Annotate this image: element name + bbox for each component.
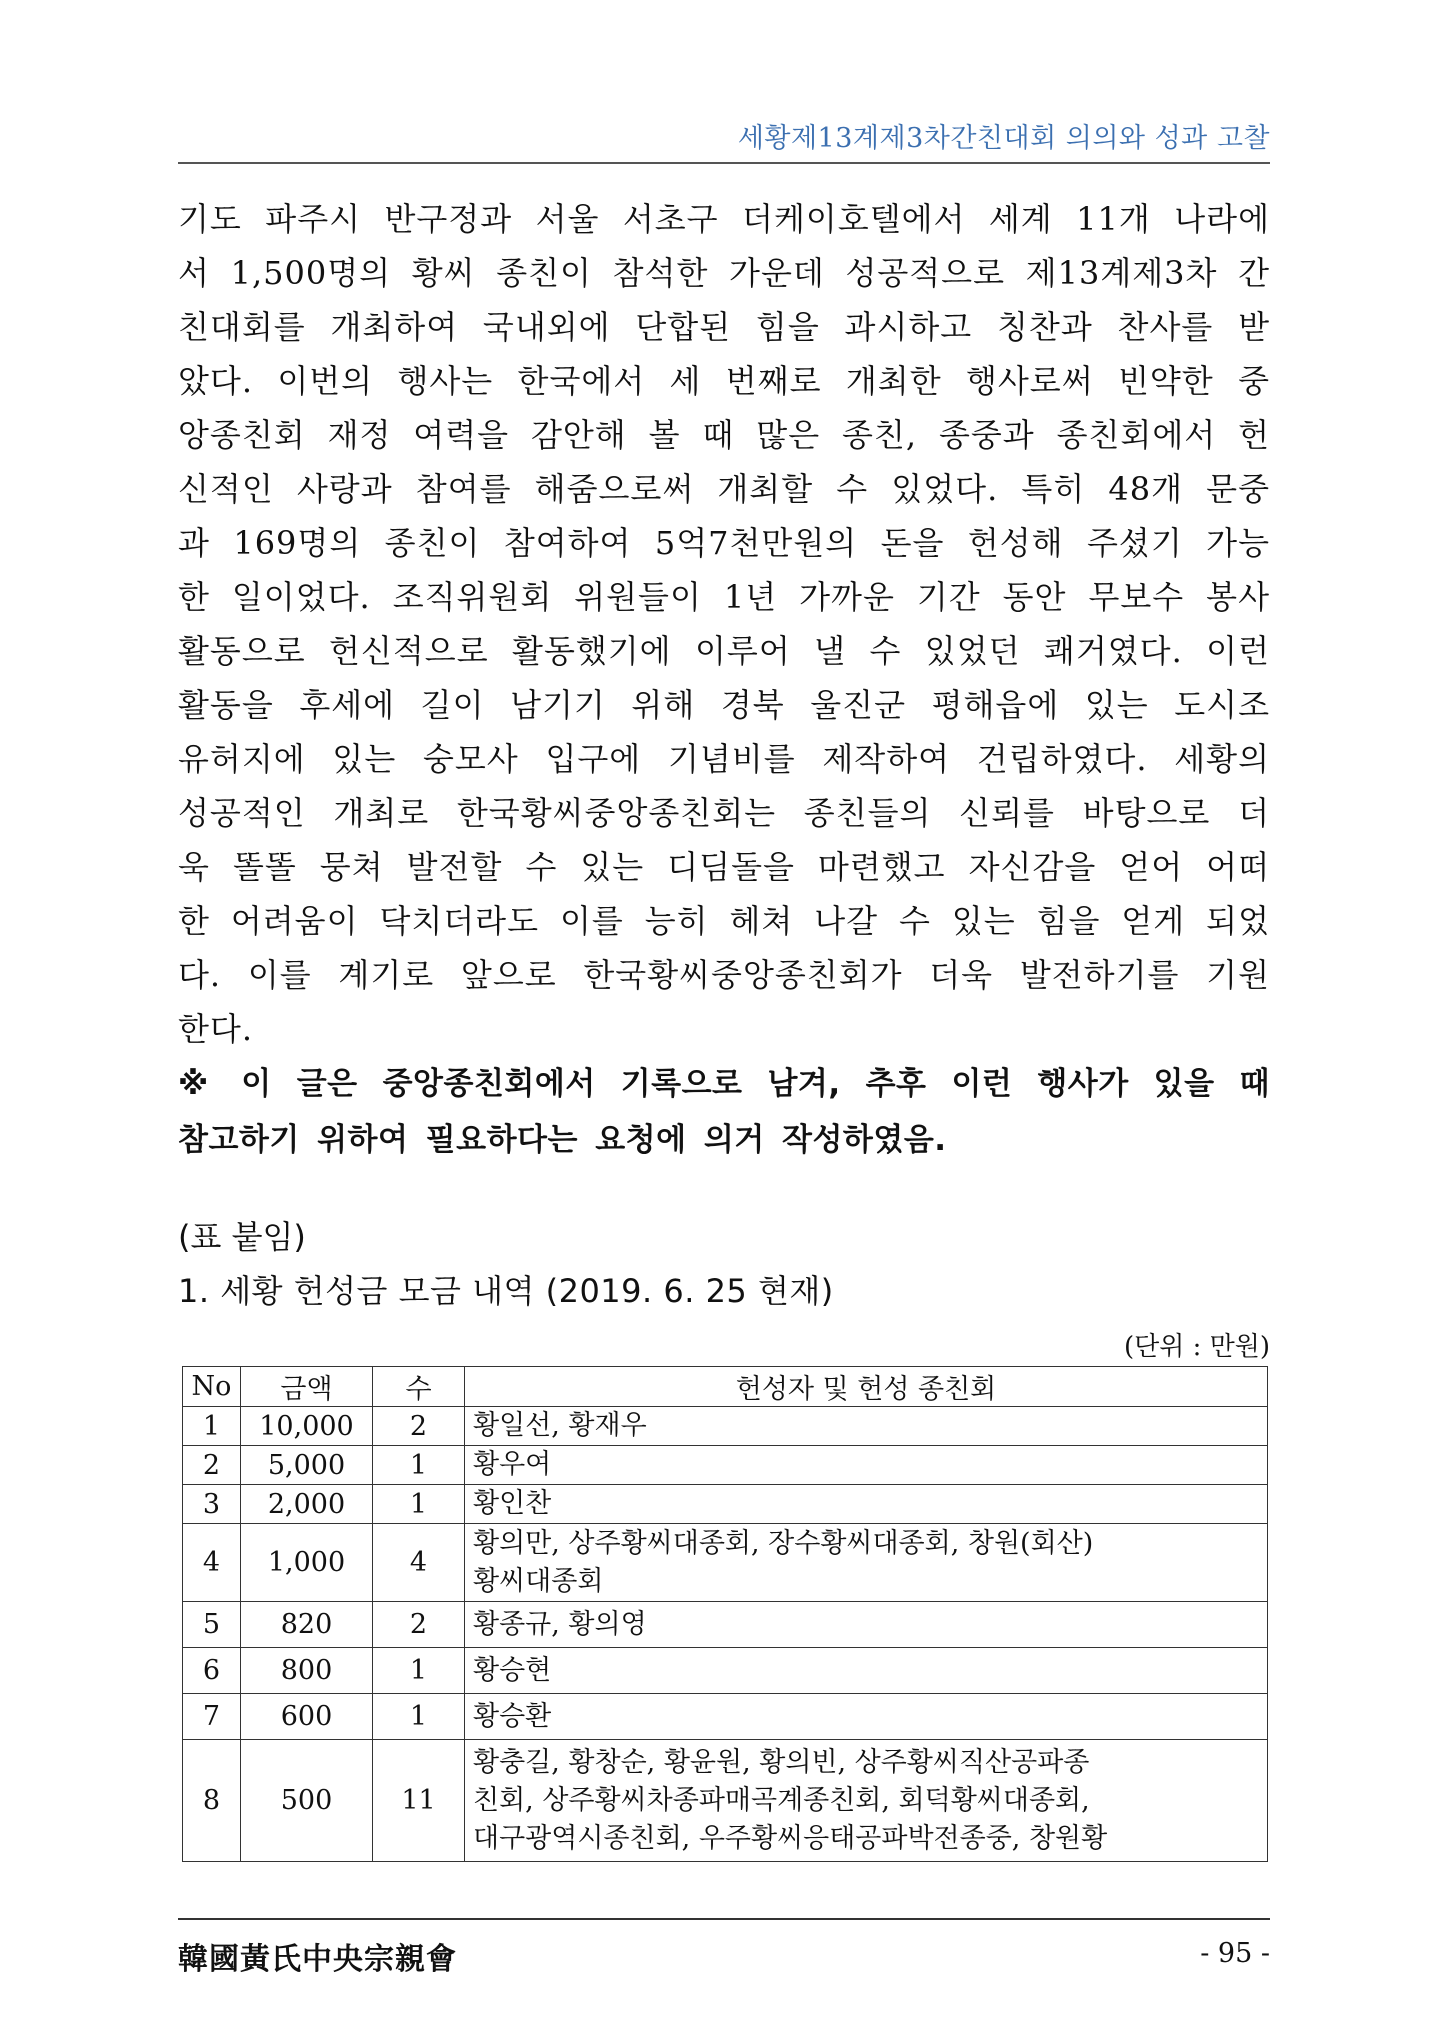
- cell-count: 2: [373, 1407, 465, 1446]
- cell-donors: [465, 1407, 1268, 1446]
- cell-donors: [465, 1740, 1268, 1862]
- body-line: 유허지에 있는 숭모사 입구에 기념비를 제작하여 건립하였다. 세황의: [178, 740, 1270, 778]
- body-line: 한 어려움이 닥치더라도 이를 능히 헤쳐 나갈 수 있는 힘을 얻게 되었: [178, 902, 1270, 940]
- body-line: 친대회를 개최하여 국내외에 단합된 힘을 과시하고 칭찬과 찬사를 받: [178, 308, 1270, 346]
- body-line: 활동을 후세에 길이 남기기 위해 경북 울진군 평해읍에 있는 도시조: [178, 686, 1270, 724]
- table-row: [183, 1740, 1268, 1862]
- cell-no: 4: [183, 1524, 241, 1602]
- unit-note: (단위 : 만원): [1123, 1332, 1270, 1362]
- cell-count: 1: [373, 1694, 465, 1740]
- attachment-label: (표 붙임): [178, 1218, 306, 1256]
- cell-donors: [465, 1694, 1268, 1740]
- cell-amount: 820: [241, 1602, 373, 1648]
- table-row: [183, 1524, 1268, 1602]
- cell-count: 1: [373, 1485, 465, 1524]
- body-line: 앙종친회 재정 여력을 감안해 볼 때 많은 종친, 종중과 종친회에서 헌: [178, 416, 1270, 454]
- cell-count: 4: [373, 1524, 465, 1602]
- cell-count: 2: [373, 1602, 465, 1648]
- cell-no: 5: [183, 1602, 241, 1648]
- cell-no: 1: [183, 1407, 241, 1446]
- cell-no: 3: [183, 1485, 241, 1524]
- donor-line: 황우여: [473, 1449, 552, 1480]
- header-no: No: [183, 1367, 241, 1407]
- donor-line: 황충길, 황창순, 황윤원, 황의빈, 상주황씨직산공파종: [473, 1746, 1090, 1778]
- body-line: 과 169명의 종친이 참여하여 5억7천만원의 돈을 헌성해 주셨기 가능: [178, 524, 1270, 562]
- body-line: 욱 똘똘 뭉쳐 발전할 수 있는 디딤돌을 마련했고 자신감을 얻어 어떠: [178, 848, 1270, 886]
- cell-no: 2: [183, 1446, 241, 1485]
- table-row: [183, 1694, 1268, 1740]
- body-line: 성공적인 개최로 한국황씨중앙종친회는 종친들의 신뢰를 바탕으로 더: [178, 794, 1270, 832]
- donation-table: [182, 1366, 1268, 1862]
- footer-organization: 韓國黃氏中央宗親會: [178, 1942, 457, 1977]
- donor-line: 대구광역시종친회, 우주황씨응태공파박전종중, 창원황: [473, 1822, 1108, 1854]
- donor-line: 황의만, 상주황씨대종회, 장수황씨대종회, 창원(회산): [473, 1527, 1094, 1559]
- header-title: 세황제13계제3차간친대회 의의와 성과 고찰: [737, 123, 1270, 154]
- cell-donors: [465, 1524, 1268, 1602]
- body-line: 았다. 이번의 행사는 한국에서 세 번째로 개최한 행사로써 빈약한 중: [178, 362, 1270, 400]
- table-row: [183, 1407, 1268, 1446]
- cell-donors: [465, 1446, 1268, 1485]
- donor-line: 황인찬: [473, 1488, 552, 1519]
- table-row: [183, 1485, 1268, 1524]
- donor-line: 황일선, 황재우: [473, 1410, 647, 1441]
- note-block: [178, 1056, 1270, 1168]
- cell-donors: [465, 1485, 1268, 1524]
- cell-donors: [465, 1602, 1268, 1648]
- cell-no: 8: [183, 1740, 241, 1862]
- header-donors: 헌성자 및 헌성 종친회: [465, 1367, 1268, 1407]
- cell-count: 11: [373, 1740, 465, 1862]
- cell-no: 7: [183, 1694, 241, 1740]
- page-number: - 95 -: [1200, 1938, 1270, 1969]
- donor-line: 친회, 상주황씨차종파매곡계종친회, 회덕황씨대종회,: [473, 1784, 1090, 1816]
- cell-amount: 5,000: [241, 1446, 373, 1485]
- body-line: 기도 파주시 반구정과 서울 서초구 더케이호텔에서 세계 11개 나라에: [178, 200, 1270, 238]
- table-title: 1. 세황 헌성금 모금 내역 (2019. 6. 25 현재): [178, 1272, 834, 1310]
- cell-amount: 1,000: [241, 1524, 373, 1602]
- cell-donors: [465, 1648, 1268, 1694]
- body-line: 한 일이었다. 조직위원회 위원들이 1년 가까운 기간 동안 무보수 봉사: [178, 578, 1270, 616]
- donor-line: 황종규, 황의영: [473, 1608, 647, 1640]
- table-row: [183, 1602, 1268, 1648]
- cell-amount: 600: [241, 1694, 373, 1740]
- body-line: 신적인 사랑과 참여를 해줌으로써 개최할 수 있었다. 특히 48개 문중: [178, 470, 1270, 508]
- cell-amount: 500: [241, 1740, 373, 1862]
- cell-count: 1: [373, 1446, 465, 1485]
- body-line: 한다.: [178, 1010, 253, 1048]
- table-header-row: [183, 1367, 1268, 1407]
- body-line: 서 1,500명의 황씨 종친이 참석한 가운데 성공적으로 제13계제3차 간: [178, 254, 1270, 292]
- page-header: [178, 112, 1270, 164]
- body-line: 다. 이를 계기로 앞으로 한국황씨중앙종친회가 더욱 발전하기를 기원: [178, 956, 1270, 994]
- cell-amount: 800: [241, 1648, 373, 1694]
- body-paragraph: [178, 192, 1270, 1056]
- note-line: 참고하기 위하여 필요하다는 요청에 의거 작성하였음.: [178, 1122, 947, 1158]
- cell-no: 6: [183, 1648, 241, 1694]
- header-count: 수: [373, 1367, 465, 1407]
- cell-count: 1: [373, 1648, 465, 1694]
- donor-line: 황승환: [473, 1700, 552, 1732]
- donor-line: 황승현: [473, 1654, 552, 1686]
- donor-line: 황씨대종회: [473, 1565, 604, 1597]
- cell-amount: 10,000: [241, 1407, 373, 1446]
- note-line: ※ 이 글은 중앙종친회에서 기록으로 남겨, 추후 이런 행사가 있을 때: [178, 1066, 1270, 1102]
- header-amount: 금액: [241, 1367, 373, 1407]
- table-row: [183, 1648, 1268, 1694]
- table-row: [183, 1446, 1268, 1485]
- page-footer: [178, 1918, 1270, 1980]
- cell-amount: 2,000: [241, 1485, 373, 1524]
- body-line: 활동으로 헌신적으로 활동했기에 이루어 낼 수 있었던 쾌거였다. 이런: [178, 632, 1270, 670]
